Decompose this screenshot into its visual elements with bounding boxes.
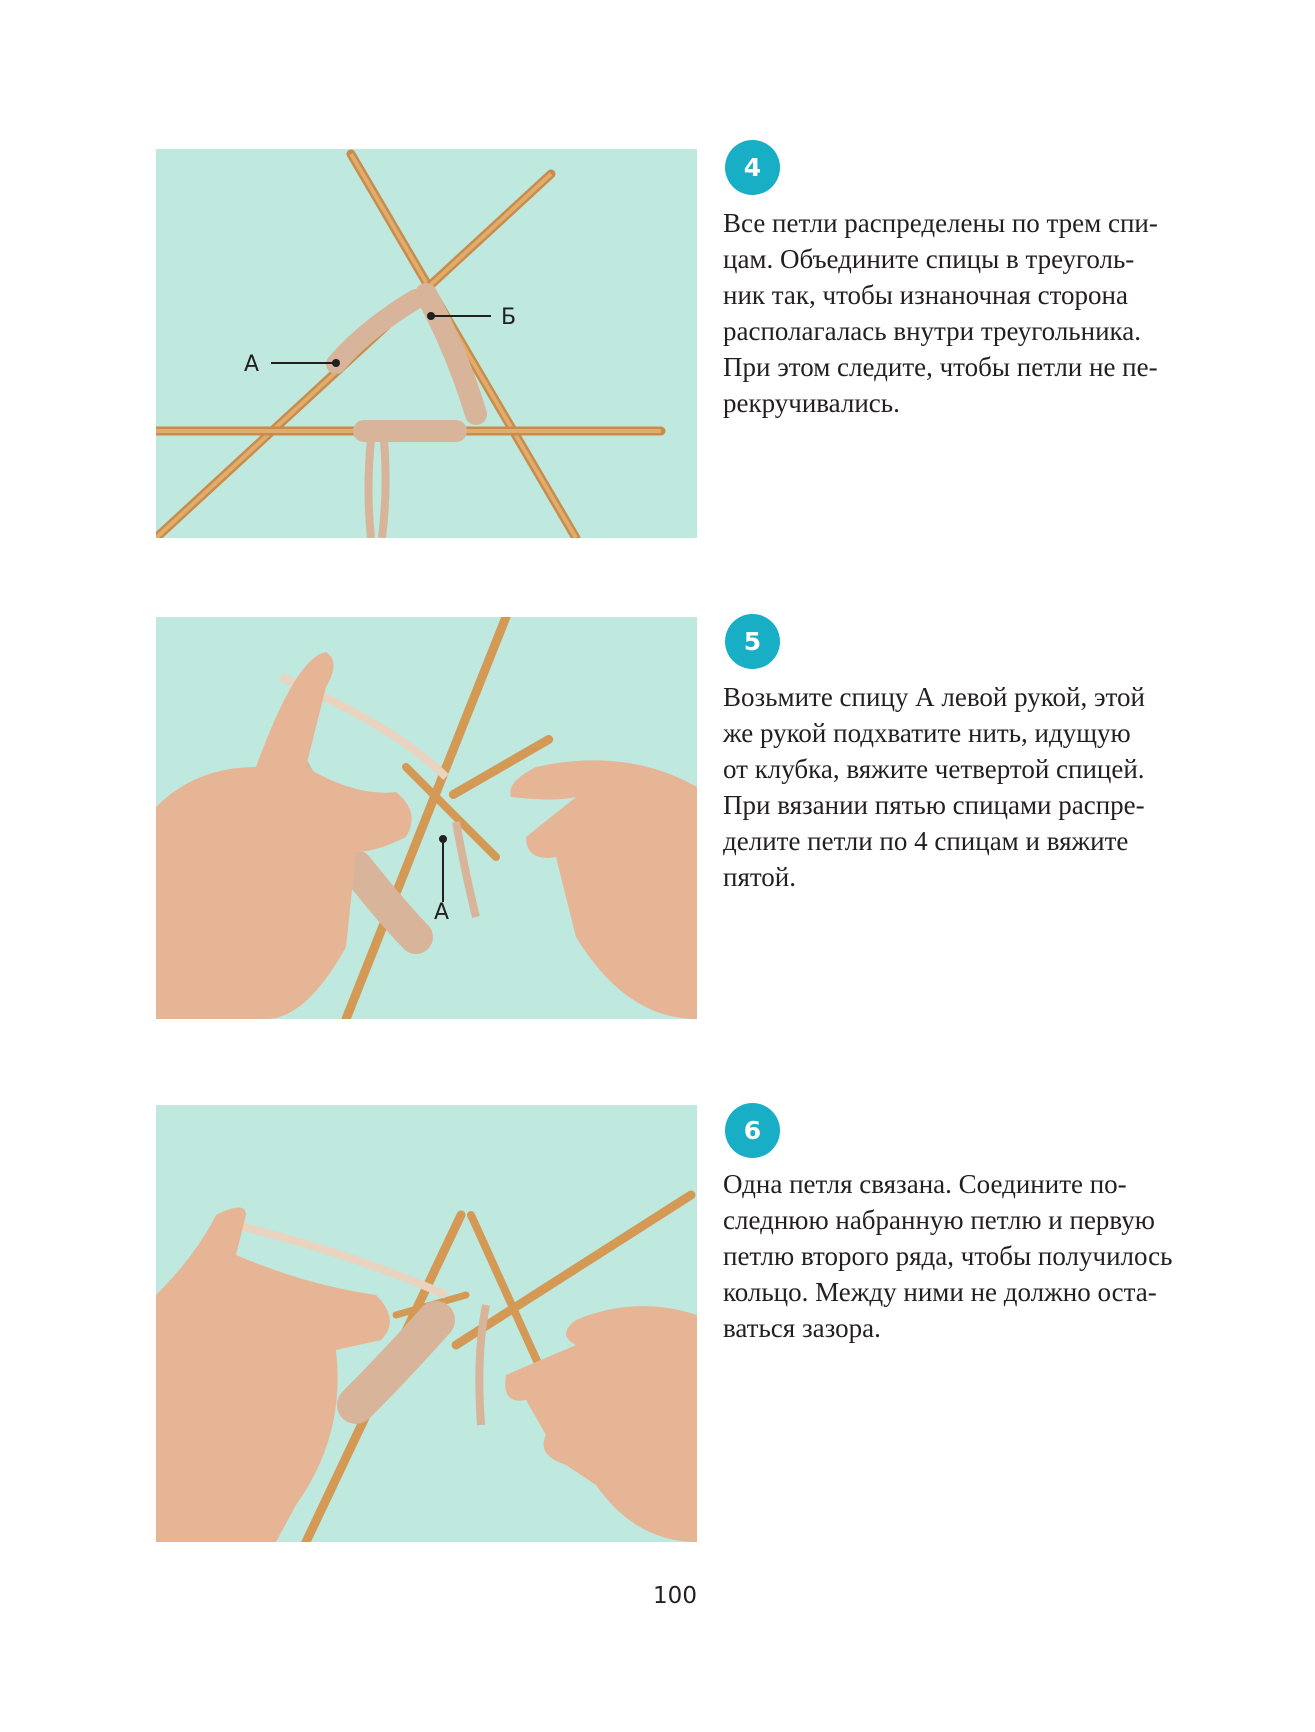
- step-4-badge: 4: [725, 140, 780, 195]
- step-4-line: При этом следите, чтобы петли не пе-: [723, 352, 1158, 382]
- step-6-text: [723, 1166, 1203, 1346]
- callout-a-label: А: [434, 900, 450, 925]
- step-5-line: от клубка, вяжите четвертой спицей.: [723, 754, 1145, 784]
- step-6-line: следнюю набранную петлю и первую: [723, 1205, 1155, 1235]
- step-5-photo: [156, 617, 697, 1019]
- step-4-photo: [156, 149, 697, 538]
- step-5-line: пятой.: [723, 862, 797, 892]
- step-6-photo: [156, 1105, 697, 1542]
- hands-knitting-illustration: [156, 617, 697, 1019]
- callout-a-label: А: [244, 352, 260, 377]
- step-5-line: Возьмите спицу А левой рукой, этой: [723, 682, 1145, 712]
- step-5-line: При вязании пятью спицами распре-: [723, 790, 1145, 820]
- page-number: 100: [653, 1583, 697, 1609]
- step-6-line: ваться зазора.: [723, 1313, 881, 1343]
- step-6-line: кольцо. Между ними не должно оста-: [723, 1277, 1157, 1307]
- callout-b-label: Б: [501, 305, 517, 330]
- step-5-line: делите петли по 4 спицам и вяжите: [723, 826, 1129, 856]
- yarn-tail: [369, 439, 372, 538]
- step-5-badge: 5: [725, 614, 780, 669]
- step-6-badge: 6: [725, 1103, 780, 1158]
- step-4-line: рекручивались.: [723, 388, 900, 418]
- step-4-text: [723, 205, 1203, 421]
- step-4-line: Все петли распределены по трем спи-: [723, 208, 1158, 238]
- step-4-line: ник так, чтобы изнаночная сторона: [723, 280, 1128, 310]
- step-4-line: располагалась внутри треугольника.: [723, 316, 1141, 346]
- step-4-line: цам. Объедините спицы в треуголь-: [723, 244, 1135, 274]
- hands-knitting-illustration: [156, 1105, 697, 1542]
- step-5-text: [723, 679, 1203, 895]
- step-6-line: петлю второго ряда, чтобы получилось: [723, 1241, 1173, 1271]
- step-6-line: Одна петля связана. Соедините по-: [723, 1169, 1127, 1199]
- step-5-line: же рукой подхватите нить, идущую: [723, 718, 1131, 748]
- knitting-triangle-illustration: [156, 149, 697, 538]
